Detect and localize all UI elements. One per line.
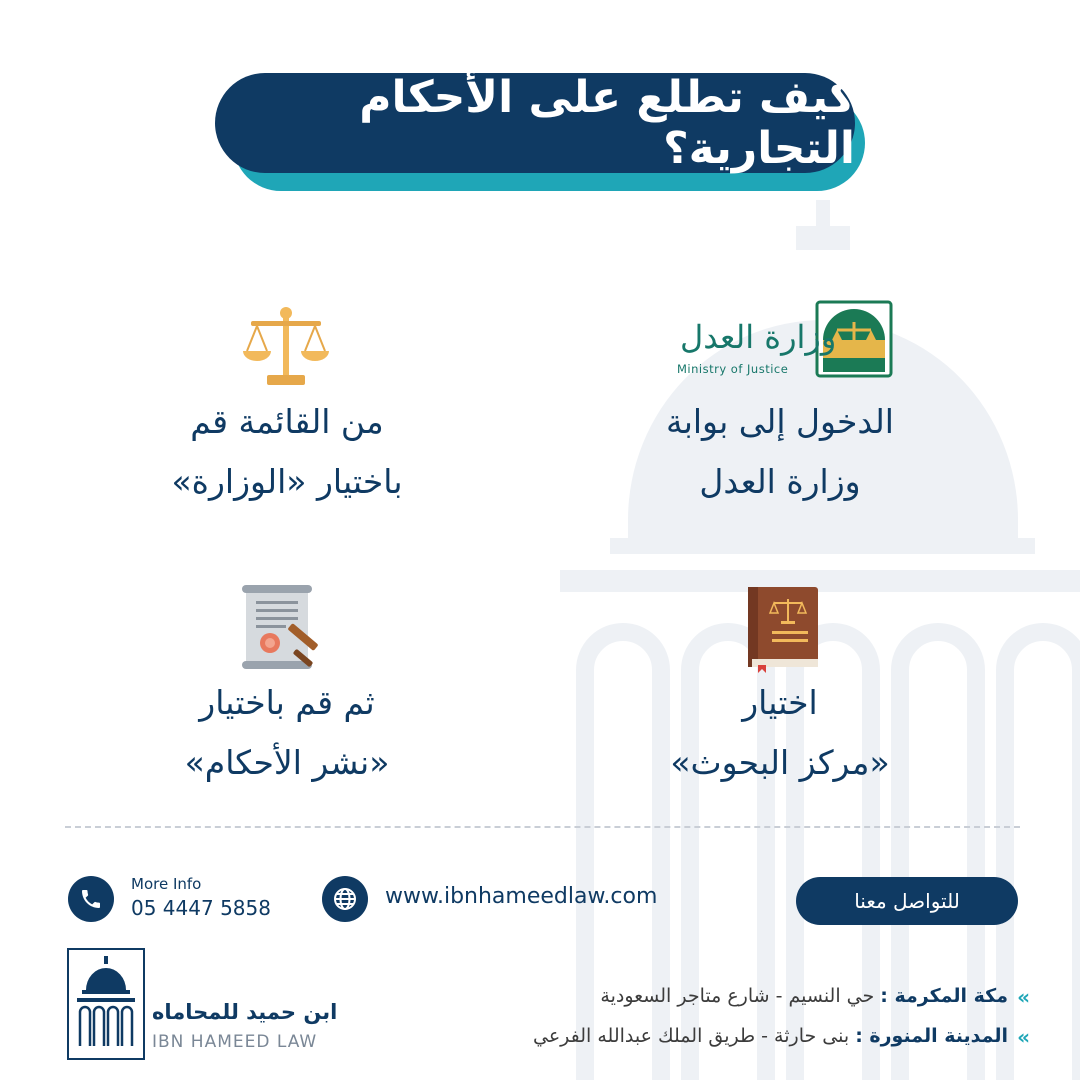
step-4-line2: «نشر الأحكام»	[184, 743, 390, 782]
address-madinah	[533, 1025, 1008, 1047]
title-pill	[215, 73, 855, 173]
step-1-text	[600, 392, 960, 512]
ministry-logo-arabic: وزارة العدل	[680, 318, 837, 356]
page-title: كيف تطلع على الأحكام التجارية؟	[359, 72, 855, 174]
step-2-line2: باختيار «الوزارة»	[171, 462, 403, 501]
step-1-line2: وزارة العدل	[699, 462, 861, 501]
contact-us-button[interactable]	[796, 877, 1018, 925]
scales-icon	[243, 305, 329, 387]
ministry-logo-english: Ministry of Justice	[677, 362, 789, 376]
step-3-line2: «مركز البحوث»	[670, 743, 890, 782]
globe-icon[interactable]	[322, 876, 368, 922]
step-3-line1: اختيار	[742, 683, 818, 722]
step-3-text	[600, 673, 960, 793]
address-text: بنى حارثة - طريق الملك عبدالله الفرعي	[532, 1025, 850, 1047]
address-text: حي النسيم - شارع متاجر السعودية	[600, 985, 875, 1007]
address-makkah	[600, 985, 1008, 1007]
brand-logo-frame	[67, 948, 145, 1060]
dashed-divider	[65, 826, 1020, 828]
certificate-gavel-icon	[242, 585, 328, 671]
step-2-text	[107, 392, 467, 512]
phone-label: More Info	[131, 875, 202, 893]
brand-dome-icon	[69, 950, 143, 1058]
step-2-line1: من القائمة قم	[190, 402, 384, 441]
phone-icon[interactable]	[68, 876, 114, 922]
phone-number[interactable]: 05 4447 5858	[131, 896, 271, 920]
website-link[interactable]: www.ibnhameedlaw.com	[385, 884, 658, 909]
step-4-text	[107, 673, 467, 793]
address-city: مكة المكرمة :	[880, 985, 1008, 1007]
contact-us-label: للتواصل معنا	[854, 889, 960, 913]
chevron-icon: «	[1017, 1025, 1030, 1049]
address-city: المدينة المنورة :	[855, 1025, 1008, 1047]
step-4-line1: ثم قم باختيار	[199, 683, 375, 722]
chevron-icon: «	[1017, 985, 1030, 1009]
law-book-icon	[748, 587, 820, 673]
brand-name-arabic: ابن حميد للمحاماه	[152, 1000, 338, 1024]
step-1-line1: الدخول إلى بوابة	[666, 402, 894, 441]
brand-name-english: IBN HAMEED LAW	[152, 1032, 318, 1052]
